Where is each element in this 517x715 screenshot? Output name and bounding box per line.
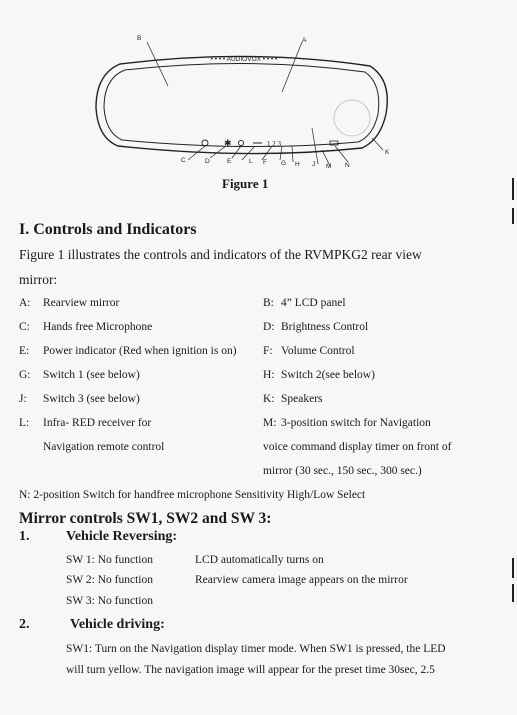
intro-line-1: Figure 1 illustrates the controls and indicators of the RVMPKG2 rear view	[19, 247, 422, 262]
section-title-controls: I. Controls and Indicators	[19, 221, 197, 238]
lcd-panel-outline	[334, 100, 370, 136]
item-key: M:	[263, 417, 277, 429]
scan-edge-mark	[512, 178, 514, 200]
scan-edge-mark	[512, 208, 514, 224]
power-indicator-icon	[238, 140, 243, 145]
callout-f: F	[263, 159, 267, 166]
item-key: C:	[19, 321, 30, 333]
callout-m: M	[326, 163, 332, 170]
item-text-continued: voice command display timer on front of	[263, 441, 452, 453]
item-text: 4” LCD panel	[281, 297, 346, 309]
item-key: K:	[263, 393, 275, 405]
brightness-icon: ✱	[224, 138, 232, 148]
switch-buttons: 1 2 3	[267, 140, 281, 148]
subsection-title-reversing: Vehicle Reversing:	[66, 529, 178, 544]
item-text: Switch 1 (see below)	[43, 369, 140, 381]
item-key: B:	[263, 297, 274, 309]
item-text: Power indicator (Red when ignition is on)	[43, 345, 237, 357]
callout-g: G	[281, 160, 287, 167]
item-text: Hands free Microphone	[43, 321, 153, 333]
item-n: N: 2-position Switch for handfree microphone Sensitivity High/Low Select	[19, 489, 366, 501]
callout-b: B	[137, 35, 142, 42]
item-key: E:	[19, 345, 30, 357]
callout-d: D	[205, 158, 210, 165]
reversing-sw: SW 1: No function	[66, 554, 153, 566]
item-key: J:	[19, 393, 27, 405]
subsection-title-driving: Vehicle driving:	[70, 617, 165, 632]
item-text: Switch 2(see below)	[281, 369, 375, 381]
subsection-number: 1.	[19, 529, 30, 544]
callout-h: H	[295, 161, 300, 168]
item-key: D:	[263, 321, 275, 333]
item-key: F:	[263, 345, 273, 357]
item-text: Rearview mirror	[43, 297, 120, 309]
item-text: Switch 3 (see below)	[43, 393, 140, 405]
reversing-desc: Rearview camera image appears on the mirror	[195, 574, 408, 586]
scan-edge-mark	[512, 584, 514, 602]
subsection-number: 2.	[19, 617, 30, 632]
callout-c: C	[181, 157, 186, 164]
callout-j: J	[312, 161, 316, 168]
item-key: H:	[263, 369, 275, 381]
figure-caption: Figure 1	[222, 176, 269, 191]
reversing-desc: LCD automatically turns on	[195, 554, 324, 566]
section-title-mirror-controls: Mirror controls SW1, SW2 and SW 3:	[19, 510, 272, 527]
item-text: Infra- RED receiver for	[43, 417, 152, 429]
item-text-continued: Navigation remote control	[43, 441, 165, 453]
mirror-figure	[0, 0, 517, 200]
driving-paragraph-line-2: will turn yellow. The navigation image will appear for the preset time 30sec, 2.5	[66, 664, 435, 676]
callout-l: L	[249, 158, 253, 165]
item-text-continued: mirror (30 sec., 150 sec., 300 sec.)	[263, 465, 422, 477]
mirror-inner-rim	[104, 63, 379, 146]
item-text: Brightness Control	[281, 321, 369, 333]
callout-k: K	[385, 149, 390, 156]
reversing-sw: SW 3: No function	[66, 595, 153, 607]
intro-line-2: mirror:	[19, 272, 58, 287]
callout-e: E	[227, 158, 232, 165]
item-text: Speakers	[281, 393, 323, 405]
driving-paragraph-line-1: SW1: Turn on the Navigation display timer mode. When SW1 is pressed, the LED	[66, 643, 446, 655]
callout-a: A	[302, 37, 307, 44]
item-key: L:	[19, 417, 30, 429]
scan-edge-mark	[512, 558, 514, 578]
mirror-housing	[96, 56, 387, 153]
reversing-sw: SW 2: No function	[66, 574, 153, 586]
callout-n: N	[345, 162, 350, 169]
item-key: G:	[19, 369, 31, 381]
item-text: 3-position switch for Navigation	[281, 417, 431, 429]
item-text: Volume Control	[281, 345, 355, 357]
item-key: A:	[19, 297, 31, 309]
brand-logo: • • • • AUDIOVOX • • • •	[210, 56, 278, 63]
